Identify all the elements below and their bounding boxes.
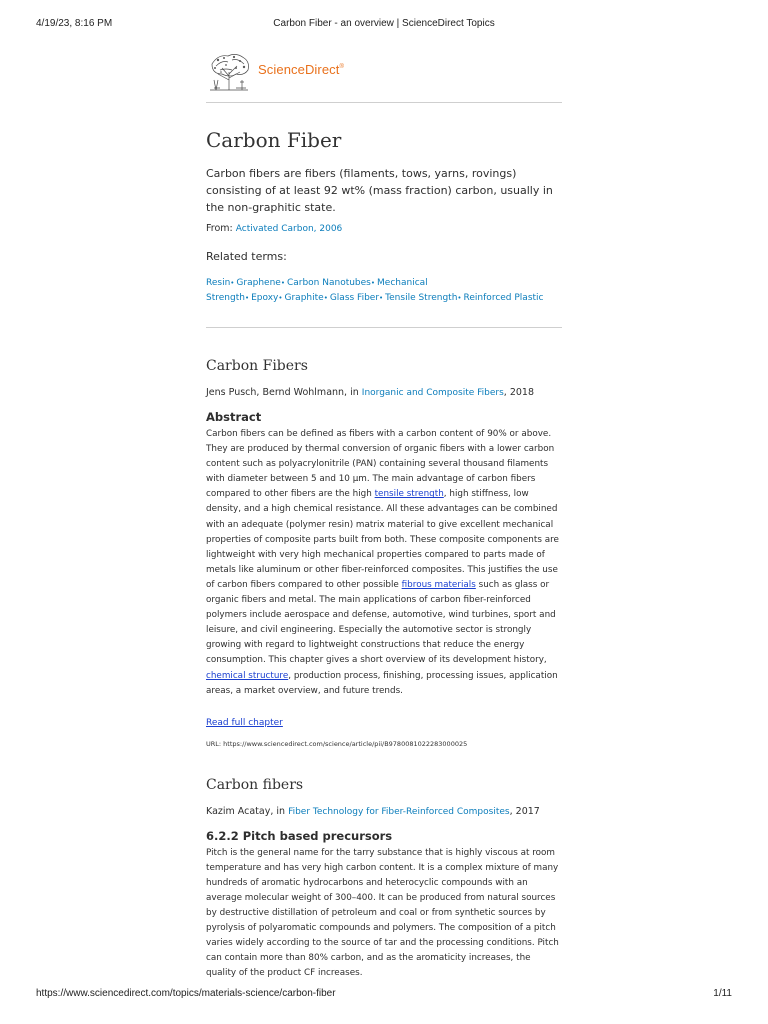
book-link[interactable]: Inorganic and Composite Fibers — [361, 388, 504, 398]
related-terms-heading: Related terms: — [206, 250, 287, 263]
chapter-title: Carbon Fibers — [206, 358, 308, 374]
tensile-strength-link[interactable]: tensile strength — [374, 489, 444, 500]
related-term-link[interactable]: Graphite — [284, 293, 324, 303]
related-term-link[interactable]: Resin — [206, 278, 231, 288]
term-separator: • — [379, 294, 384, 302]
chapter-url: URL: https://www.sciencedirect.com/science/article/pii/B9780081022283000025 — [206, 739, 468, 748]
related-term-link[interactable]: Graphene — [236, 278, 281, 288]
term-separator: • — [244, 294, 250, 302]
chapter-byline — [206, 386, 562, 400]
elsevier-tree-icon[interactable] — [206, 50, 252, 92]
print-page-number: 1/11 — [713, 988, 732, 999]
related-term-link[interactable]: Glass Fiber — [329, 293, 380, 303]
book-link[interactable]: Fiber Technology for Fiber-Reinforced Composites — [288, 806, 510, 817]
section-heading: 6.2.2 Pitch based precursors — [206, 828, 393, 843]
topic-definition: Carbon fibers are fibers (filaments, tows, yarns, rovings) consisting of at least 92 wt% (mass fraction) carbon, usually in the non-graphitic state. — [206, 167, 553, 214]
divider — [206, 327, 562, 328]
related-term-link[interactable]: Epoxy — [251, 293, 279, 303]
read-full-chapter-link[interactable]: Read full chapter — [206, 717, 283, 728]
related-term-link[interactable]: Reinforced Plastic — [463, 293, 544, 303]
related-term-link[interactable]: Tensile Strength — [385, 293, 458, 303]
chapter-byline — [206, 805, 562, 819]
registered-mark: ® — [339, 64, 345, 70]
chapter-title: Carbon fibers — [206, 776, 304, 793]
page-content — [206, 44, 562, 982]
term-separator: • — [230, 279, 235, 287]
divider — [206, 102, 562, 103]
chapter-carbon-fibers-acatay — [206, 776, 562, 982]
related-terms-list — [206, 276, 562, 306]
abstract-text: Carbon fibers can be defined as fibers with a carbon content of 90% or above. They are produced by thermal conversion of organic fibers with a lower carbon content such as polyacrylonitrile (PAN) containing several thousand filaments with diameter between 5 and 10 μm. The main advantage of carbon fibers compared to other fibers are the high tensile strength, high stiffness, low density, and a high chemical resistance. All these advantages can be combined with an adequate (polymer resin) matrix material to give excellent mechanical properties of composite parts built from both. These composite components are lightweight with very high mechanical properties compared to parts made of metals like aluminum or other fiber-reinforced composites. This justifies the use of carbon fibers compared to other possible fibrous materials such as glass or organic fibers and metal. The main applications of carbon fiber-reinforced polymers include aerospace and defense, automotive, wind turbines, sport and leisure, and civil engineering. Especially the automotive sector is strongly growing with regard to lightweight constructions that reduce the energy consumption. This chapter gives a short overview of its development history, chemical structure, production process, finishing, processing issues, application areas, a market overview, and future trends. — [206, 429, 559, 696]
abstract-heading: Abstract — [206, 410, 262, 424]
print-footer — [36, 988, 732, 1002]
term-separator: • — [278, 294, 283, 302]
term-separator: • — [370, 279, 376, 287]
chapter-authors: Kazim Acatay, in — [206, 805, 286, 817]
print-header — [36, 18, 732, 32]
print-datetime: 4/19/23, 8:16 PM — [36, 18, 113, 29]
chapter-authors: Jens Pusch, Bernd Wohlmann, in — [206, 387, 359, 398]
page-title: Carbon Fiber — [206, 128, 342, 152]
definition-source — [206, 222, 562, 236]
from-label: From: — [206, 223, 233, 234]
section-text: Pitch is the general name for the tarry substance that is highly viscous at room temperature and has very high carbon content. It is a complex mixture of many hundreds of aromatic hydrocarbons and heterocyclic compounds with an average molecular weight of 300–400. It can be produced from natural sources by destructive distillation of petroleum and coal or from synthetic sources by pyrolysis of polyaromatic compounds and polymers. The composition of a pitch varies widely according to the source of tar and the processing conditions. Pitch can contain more than 80% carbon, and as the aromaticity increases, the quality of the product CF increases. — [206, 847, 559, 979]
chapter-carbon-fibers-pusch — [206, 357, 562, 749]
chemical-structure-link[interactable]: chemical structure — [206, 670, 289, 681]
chapter-year: , 2018 — [503, 387, 535, 398]
fibrous-materials-link[interactable]: fibrous materials — [401, 579, 476, 590]
print-page-title: Carbon Fiber - an overview | ScienceDirect Topics — [273, 18, 495, 29]
related-term-link[interactable]: Mechanical Strength — [206, 278, 428, 303]
source-link[interactable]: Activated Carbon, 2006 — [235, 224, 343, 234]
brand-name[interactable]: ScienceDirect® — [258, 62, 345, 77]
chapter-year: , 2017 — [509, 805, 540, 817]
brand-header — [206, 44, 562, 102]
term-separator: • — [457, 294, 462, 302]
term-separator: • — [280, 279, 285, 287]
term-separator: • — [323, 294, 328, 302]
print-url: https://www.sciencedirect.com/topics/materials-science/carbon-fiber — [36, 988, 336, 999]
related-term-link[interactable]: Carbon Nanotubes — [286, 278, 371, 288]
